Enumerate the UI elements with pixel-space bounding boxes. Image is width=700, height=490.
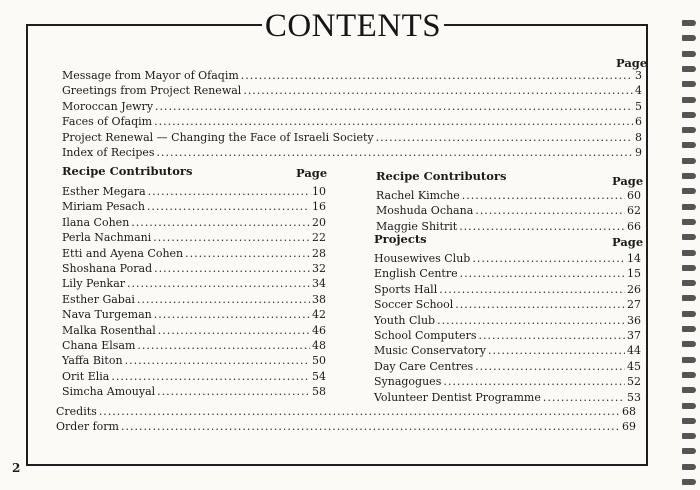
entry-label: Malka Rosenthal <box>62 323 156 337</box>
binding-ring <box>682 326 696 332</box>
entry-page: 22 <box>312 231 326 245</box>
binding-ring <box>682 142 696 148</box>
projects-entry <box>374 374 641 389</box>
entry-page: 58 <box>312 385 326 399</box>
binding-ring <box>682 418 696 424</box>
binding-ring <box>682 280 696 286</box>
binding-ring <box>682 127 696 133</box>
dot-leader <box>462 188 625 203</box>
left-entry <box>62 184 326 199</box>
dot-leader <box>127 276 310 291</box>
projects-entry <box>374 359 641 374</box>
left-entry <box>62 246 326 261</box>
entry-page: 62 <box>627 204 641 218</box>
entry-page: 15 <box>627 267 641 281</box>
entry-label: Sports Hall <box>374 282 438 296</box>
intro-entry <box>62 99 642 114</box>
entry-page: 16 <box>312 200 326 214</box>
left-entry <box>62 276 326 291</box>
entry-page: 37 <box>627 329 641 342</box>
entry-label: Message from Mayor of Ofaqim <box>62 69 239 82</box>
binding-ring <box>682 51 696 57</box>
binding-ring <box>682 158 696 164</box>
left-entry <box>62 353 326 368</box>
dot-leader <box>543 390 625 405</box>
entry-label: Miriam Pesach <box>62 200 145 214</box>
page-title: CONTENTS <box>262 8 444 44</box>
dot-leader <box>157 145 633 160</box>
entry-label: Youth Club <box>374 313 436 327</box>
dot-leader <box>157 384 310 399</box>
binding-ring <box>682 81 696 87</box>
entry-label: Esther Gabai <box>62 292 135 306</box>
entry-page: 6 <box>635 115 642 129</box>
intro-entry <box>62 114 642 129</box>
binding-ring <box>682 433 696 439</box>
dot-leader <box>460 266 625 281</box>
page-number: 2 <box>12 461 21 475</box>
dot-leader <box>99 404 620 419</box>
binding-ring <box>682 295 696 301</box>
dot-leader <box>154 307 310 322</box>
projects-page-header: Page <box>612 235 644 249</box>
entry-page: 66 <box>627 219 641 233</box>
entry-label: Credits <box>56 405 97 418</box>
entry-page: 68 <box>622 405 636 418</box>
projects-entry <box>374 313 641 328</box>
binding-ring <box>682 250 696 256</box>
dot-leader <box>131 215 310 230</box>
entry-label: Volunteer Dentist Programme <box>374 390 541 404</box>
dot-leader <box>472 251 625 266</box>
intro-entry <box>62 145 642 160</box>
entry-label: Moshuda Ochana <box>376 204 474 218</box>
binding-ring <box>682 97 696 103</box>
entry-page: 42 <box>312 308 326 322</box>
intro-entry <box>62 83 642 98</box>
right-entry <box>376 203 641 218</box>
dot-leader <box>125 353 310 368</box>
projects-entry <box>374 297 641 312</box>
dot-leader <box>121 419 620 434</box>
entry-page: 60 <box>627 189 641 202</box>
dot-leader <box>475 359 625 374</box>
entry-page: 9 <box>635 146 642 159</box>
entry-page: 52 <box>627 375 641 389</box>
dot-leader <box>137 338 310 353</box>
dot-leader <box>437 313 625 328</box>
binding-ring <box>682 173 696 179</box>
entry-label: Soccer School <box>374 298 454 312</box>
projects-entry <box>374 266 641 281</box>
spiral-binding <box>682 0 700 490</box>
left-page-header: Page <box>296 166 328 180</box>
binding-ring <box>682 204 696 210</box>
entry-page: 48 <box>312 339 326 352</box>
intro-entry <box>62 130 642 145</box>
entry-label: Order form <box>56 420 119 434</box>
entry-label: School Computers <box>374 329 477 342</box>
binding-ring <box>682 265 696 271</box>
entry-label: Etti and Ayena Cohen <box>62 246 184 260</box>
dot-leader <box>459 219 625 234</box>
binding-ring <box>682 112 696 118</box>
binding-ring <box>682 372 696 378</box>
projects-entry <box>374 390 641 405</box>
right-section-heading: Recipe Contributors <box>376 169 507 183</box>
projects-entry <box>374 282 641 297</box>
dot-leader <box>155 99 633 114</box>
entry-page: 54 <box>312 369 326 383</box>
entry-label: Shoshana Porad <box>62 262 153 275</box>
entry-page: 26 <box>627 282 641 296</box>
left-entry <box>62 215 326 230</box>
entry-label: Orit Elia <box>62 369 110 383</box>
dot-leader <box>443 374 625 389</box>
entry-page: 46 <box>312 323 326 337</box>
dot-leader <box>376 130 633 145</box>
entry-label: Rachel Kimche <box>376 189 460 202</box>
binding-ring <box>682 479 696 485</box>
footer-entry <box>56 419 636 434</box>
dot-leader <box>475 203 625 218</box>
binding-ring <box>682 357 696 363</box>
entry-label: Synagogues <box>374 375 442 389</box>
binding-ring <box>682 20 696 26</box>
footer-entry <box>56 404 636 419</box>
entry-label: Project Renewal — Changing the Face of Israeli Society <box>62 130 374 144</box>
entry-label: Chana Elsam <box>62 339 136 352</box>
entry-label: Greetings from Project Renewal <box>62 84 242 98</box>
entry-label: Maggie Shitrit <box>376 219 458 233</box>
entry-label: Yaffa Biton <box>62 354 123 368</box>
entry-label: Moroccan Jewry <box>62 99 154 113</box>
left-entry <box>62 338 326 353</box>
entry-page: 10 <box>312 185 326 198</box>
left-entry <box>62 199 326 214</box>
entry-page: 3 <box>635 69 642 82</box>
left-section-heading: Recipe Contributors <box>62 164 193 178</box>
dot-leader <box>154 114 633 129</box>
entry-page: 5 <box>635 99 642 113</box>
dot-leader <box>137 292 310 307</box>
entry-page: 44 <box>627 344 641 358</box>
entry-label: Perla Nachmani <box>62 231 152 245</box>
entry-page: 14 <box>627 252 641 265</box>
entry-label: Index of Recipes <box>62 146 155 159</box>
left-entry <box>62 230 326 245</box>
dot-leader <box>455 297 625 312</box>
entry-page: 38 <box>312 292 326 306</box>
projects-entry <box>374 328 641 343</box>
entry-label: English Centre <box>374 267 458 281</box>
dot-leader <box>439 282 625 297</box>
dot-leader <box>241 68 633 83</box>
entry-page: 53 <box>627 390 641 404</box>
binding-ring <box>682 341 696 347</box>
dot-leader <box>243 83 633 98</box>
left-entry <box>62 307 326 322</box>
entry-page: 50 <box>312 354 326 368</box>
left-entry <box>62 323 326 338</box>
entry-page: 27 <box>627 298 641 312</box>
entry-label: Music Conservatory <box>374 344 486 358</box>
binding-ring <box>682 464 696 470</box>
entry-page: 45 <box>627 359 641 373</box>
entry-label: Nava Turgeman <box>62 308 152 322</box>
intro-entry <box>62 68 642 83</box>
entry-label: Ilana Cohen <box>62 215 130 229</box>
dot-leader <box>478 328 625 343</box>
entry-page: 36 <box>627 313 641 327</box>
right-entry <box>376 188 641 203</box>
binding-ring <box>682 66 696 72</box>
dot-leader <box>154 261 310 276</box>
entry-page: 8 <box>635 130 642 144</box>
entry-label: Lily Penkar <box>62 277 126 291</box>
binding-ring <box>682 311 696 317</box>
binding-ring <box>682 448 696 454</box>
entry-label: Faces of Ofaqim <box>62 115 153 129</box>
dot-leader <box>111 369 310 384</box>
entry-label: Housewives Club <box>374 252 471 265</box>
dot-leader <box>158 323 310 338</box>
entry-label: Day Care Centres <box>374 359 474 373</box>
entry-page: 32 <box>312 262 326 275</box>
binding-ring <box>682 403 696 409</box>
entry-label: Simcha Amouyal <box>62 385 156 399</box>
entry-page: 34 <box>312 277 326 291</box>
binding-ring <box>682 234 696 240</box>
binding-ring <box>682 35 696 41</box>
binding-ring <box>682 219 696 225</box>
binding-ring <box>682 387 696 393</box>
entry-page: 69 <box>622 420 636 434</box>
right-page-header: Page <box>612 174 644 188</box>
dot-leader <box>153 230 310 245</box>
dot-leader <box>185 246 310 261</box>
left-entry <box>62 292 326 307</box>
left-entry <box>62 261 326 276</box>
dot-leader <box>147 199 310 214</box>
binding-ring <box>682 188 696 194</box>
dot-leader <box>488 343 625 358</box>
projects-entry <box>374 251 641 266</box>
intro-page-header: Page <box>616 56 648 70</box>
entry-label: Esther Megara <box>62 185 146 198</box>
left-entry <box>62 384 326 399</box>
entry-page: 4 <box>635 84 642 98</box>
projects-heading: Projects <box>374 232 427 246</box>
dot-leader <box>148 184 310 199</box>
left-entry <box>62 369 326 384</box>
projects-entry <box>374 343 641 358</box>
entry-page: 28 <box>312 246 326 260</box>
entry-page: 20 <box>312 215 326 229</box>
